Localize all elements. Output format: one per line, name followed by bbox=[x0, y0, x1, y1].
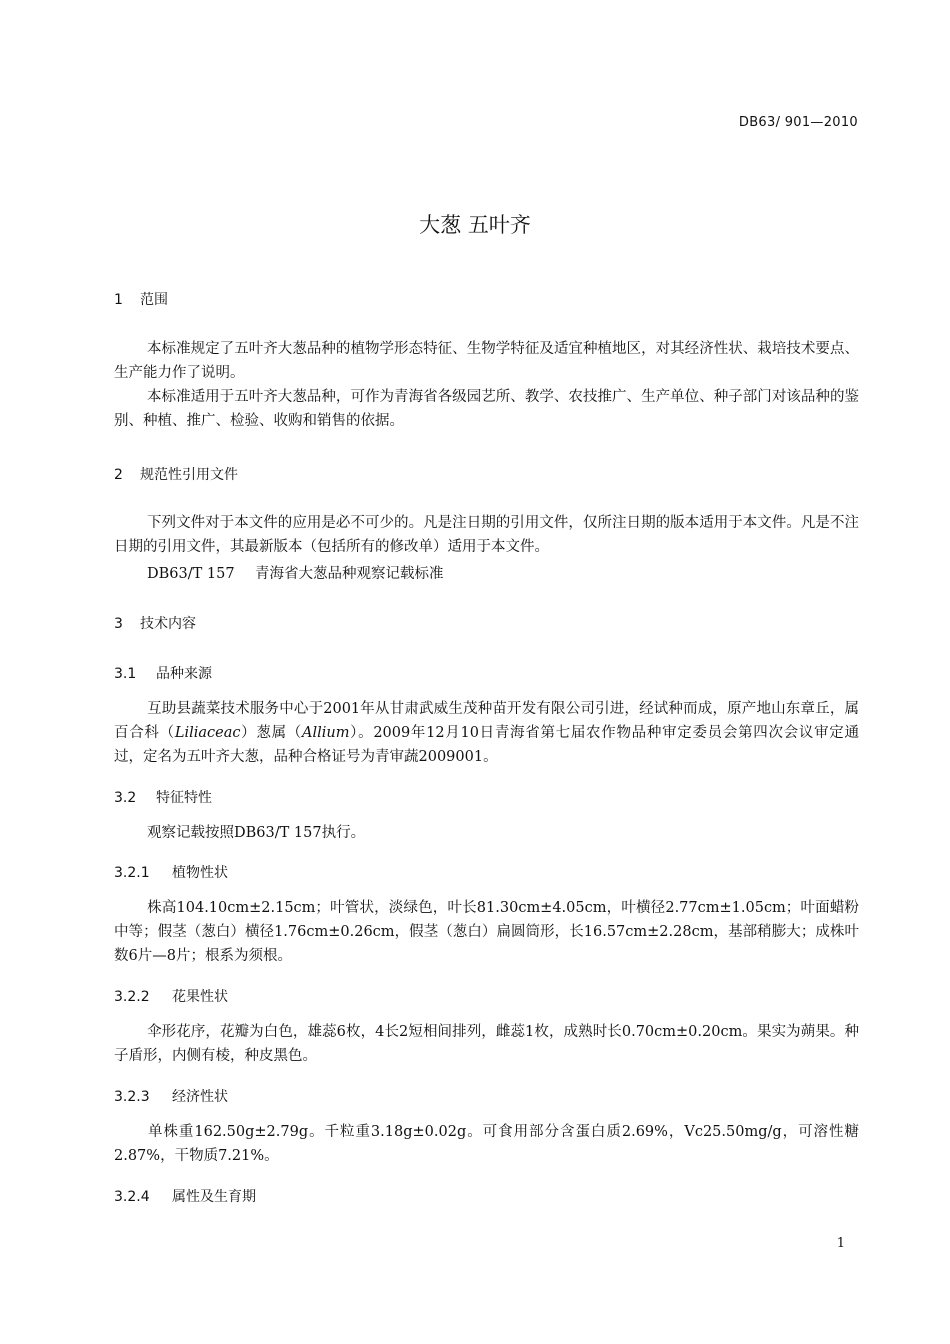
section-number: 3.2.2 bbox=[114, 989, 150, 1005]
section-3-2-2-heading bbox=[114, 986, 228, 1006]
section-3-2-1-heading bbox=[114, 862, 228, 882]
section-title: 范围 bbox=[140, 292, 168, 308]
section-3-2-3-heading bbox=[114, 1086, 228, 1106]
section-title: 属性及生育期 bbox=[172, 1189, 256, 1205]
standard-code: DB63/ 901—2010 bbox=[738, 115, 858, 130]
section-3-1-heading bbox=[114, 663, 212, 683]
section-3-2-paragraph: 观察记载按照DB63/T 157执行。 bbox=[147, 825, 366, 841]
section-title: 植物性状 bbox=[172, 865, 228, 881]
section-3-2-3-paragraph: 单株重162.50g±2.79g。千粒重3.18g±0.02g。可食用部分含蛋白质2.69%，Vc25.50mg/g，可溶性糖2.87%，干物质7.21%。 bbox=[114, 1124, 859, 1164]
reference-title: 青海省大葱品种观察记载标准 bbox=[255, 566, 444, 582]
section-2-paragraph-1: 下列文件对于本文件的应用是必不可少的。凡是注日期的引用文件，仅所注日期的版本适用于本文件。凡是不注日期的引用文件，其最新版本（包括所有的修改单）适用于本文件。 bbox=[114, 515, 859, 555]
section-3-2-heading bbox=[114, 787, 212, 807]
latin-genus-name: Allium bbox=[301, 725, 350, 741]
section-3-2-4-heading bbox=[114, 1186, 256, 1206]
section-3-2-1-paragraph: 株高104.10cm±2.15cm；叶管状，淡绿色，叶长81.30cm±4.05cm，叶横径2.77cm±1.05cm；叶面蜡粉中等；假茎（葱白）横径1.76cm±0.26cm，假茎（葱白）扁圆筒形，长16.57cm±2.28cm，基部稍膨大；成株叶数6片—8片；根系为须根。 bbox=[114, 900, 859, 964]
section-number: 3.2 bbox=[114, 790, 137, 806]
normative-reference bbox=[147, 562, 444, 583]
latin-family-name: Liliaceac bbox=[174, 725, 241, 741]
section-number: 1 bbox=[114, 292, 123, 308]
section-number: 3.1 bbox=[114, 666, 137, 682]
section-title: 花果性状 bbox=[172, 989, 228, 1005]
reference-code: DB63/T 157 bbox=[147, 566, 235, 582]
section-1-paragraph-1: 本标准规定了五叶齐大葱品种的植物学形态特征、生物学特征及适宜种植地区，对其经济性状、栽培技术要点、生产能力作了说明。 bbox=[114, 341, 859, 381]
section-number: 2 bbox=[114, 467, 123, 483]
section-title: 品种来源 bbox=[156, 666, 212, 682]
section-number: 3.2.4 bbox=[114, 1189, 150, 1205]
page-number: 1 bbox=[836, 1236, 845, 1251]
document-title: 大葱 五叶齐 bbox=[419, 213, 531, 237]
section-3-heading bbox=[114, 613, 196, 633]
section-number: 3.2.3 bbox=[114, 1089, 150, 1105]
section-2-heading bbox=[114, 464, 238, 484]
section-title: 经济性状 bbox=[172, 1089, 228, 1105]
section-3-2-2-paragraph: 伞形花序，花瓣为白色，雄蕊6枚，4长2短相间排列，雌蕊1枚，成熟时长0.70cm±0.20cm。果实为蒴果。种子盾形，内侧有棱，种皮黑色。 bbox=[114, 1024, 859, 1064]
section-number: 3 bbox=[114, 616, 123, 632]
section-3-1-paragraph: 互助县蔬菜技术服务中心于2001年从甘肃武威生茂种苗开发有限公司引进，经试种而成，原产地山东章丘，属百合科（Liliaceac）葱属（Allium）。2009年12月10日青海省第七届农作物品种审定委员会第四次会议审定通过，定名为五叶齐大葱，品种合格证号为青审蔬2009001。 bbox=[114, 701, 859, 765]
section-title: 技术内容 bbox=[140, 616, 196, 632]
section-1-heading bbox=[114, 289, 168, 309]
section-number: 3.2.1 bbox=[114, 865, 150, 881]
section-title: 特征特性 bbox=[156, 790, 212, 806]
section-1-paragraph-2: 本标准适用于五叶齐大葱品种，可作为青海省各级园艺所、教学、农技推广、生产单位、种子部门对该品种的鉴别、种植、推广、检验、收购和销售的依据。 bbox=[114, 389, 859, 429]
section-title: 规范性引用文件 bbox=[140, 467, 238, 483]
